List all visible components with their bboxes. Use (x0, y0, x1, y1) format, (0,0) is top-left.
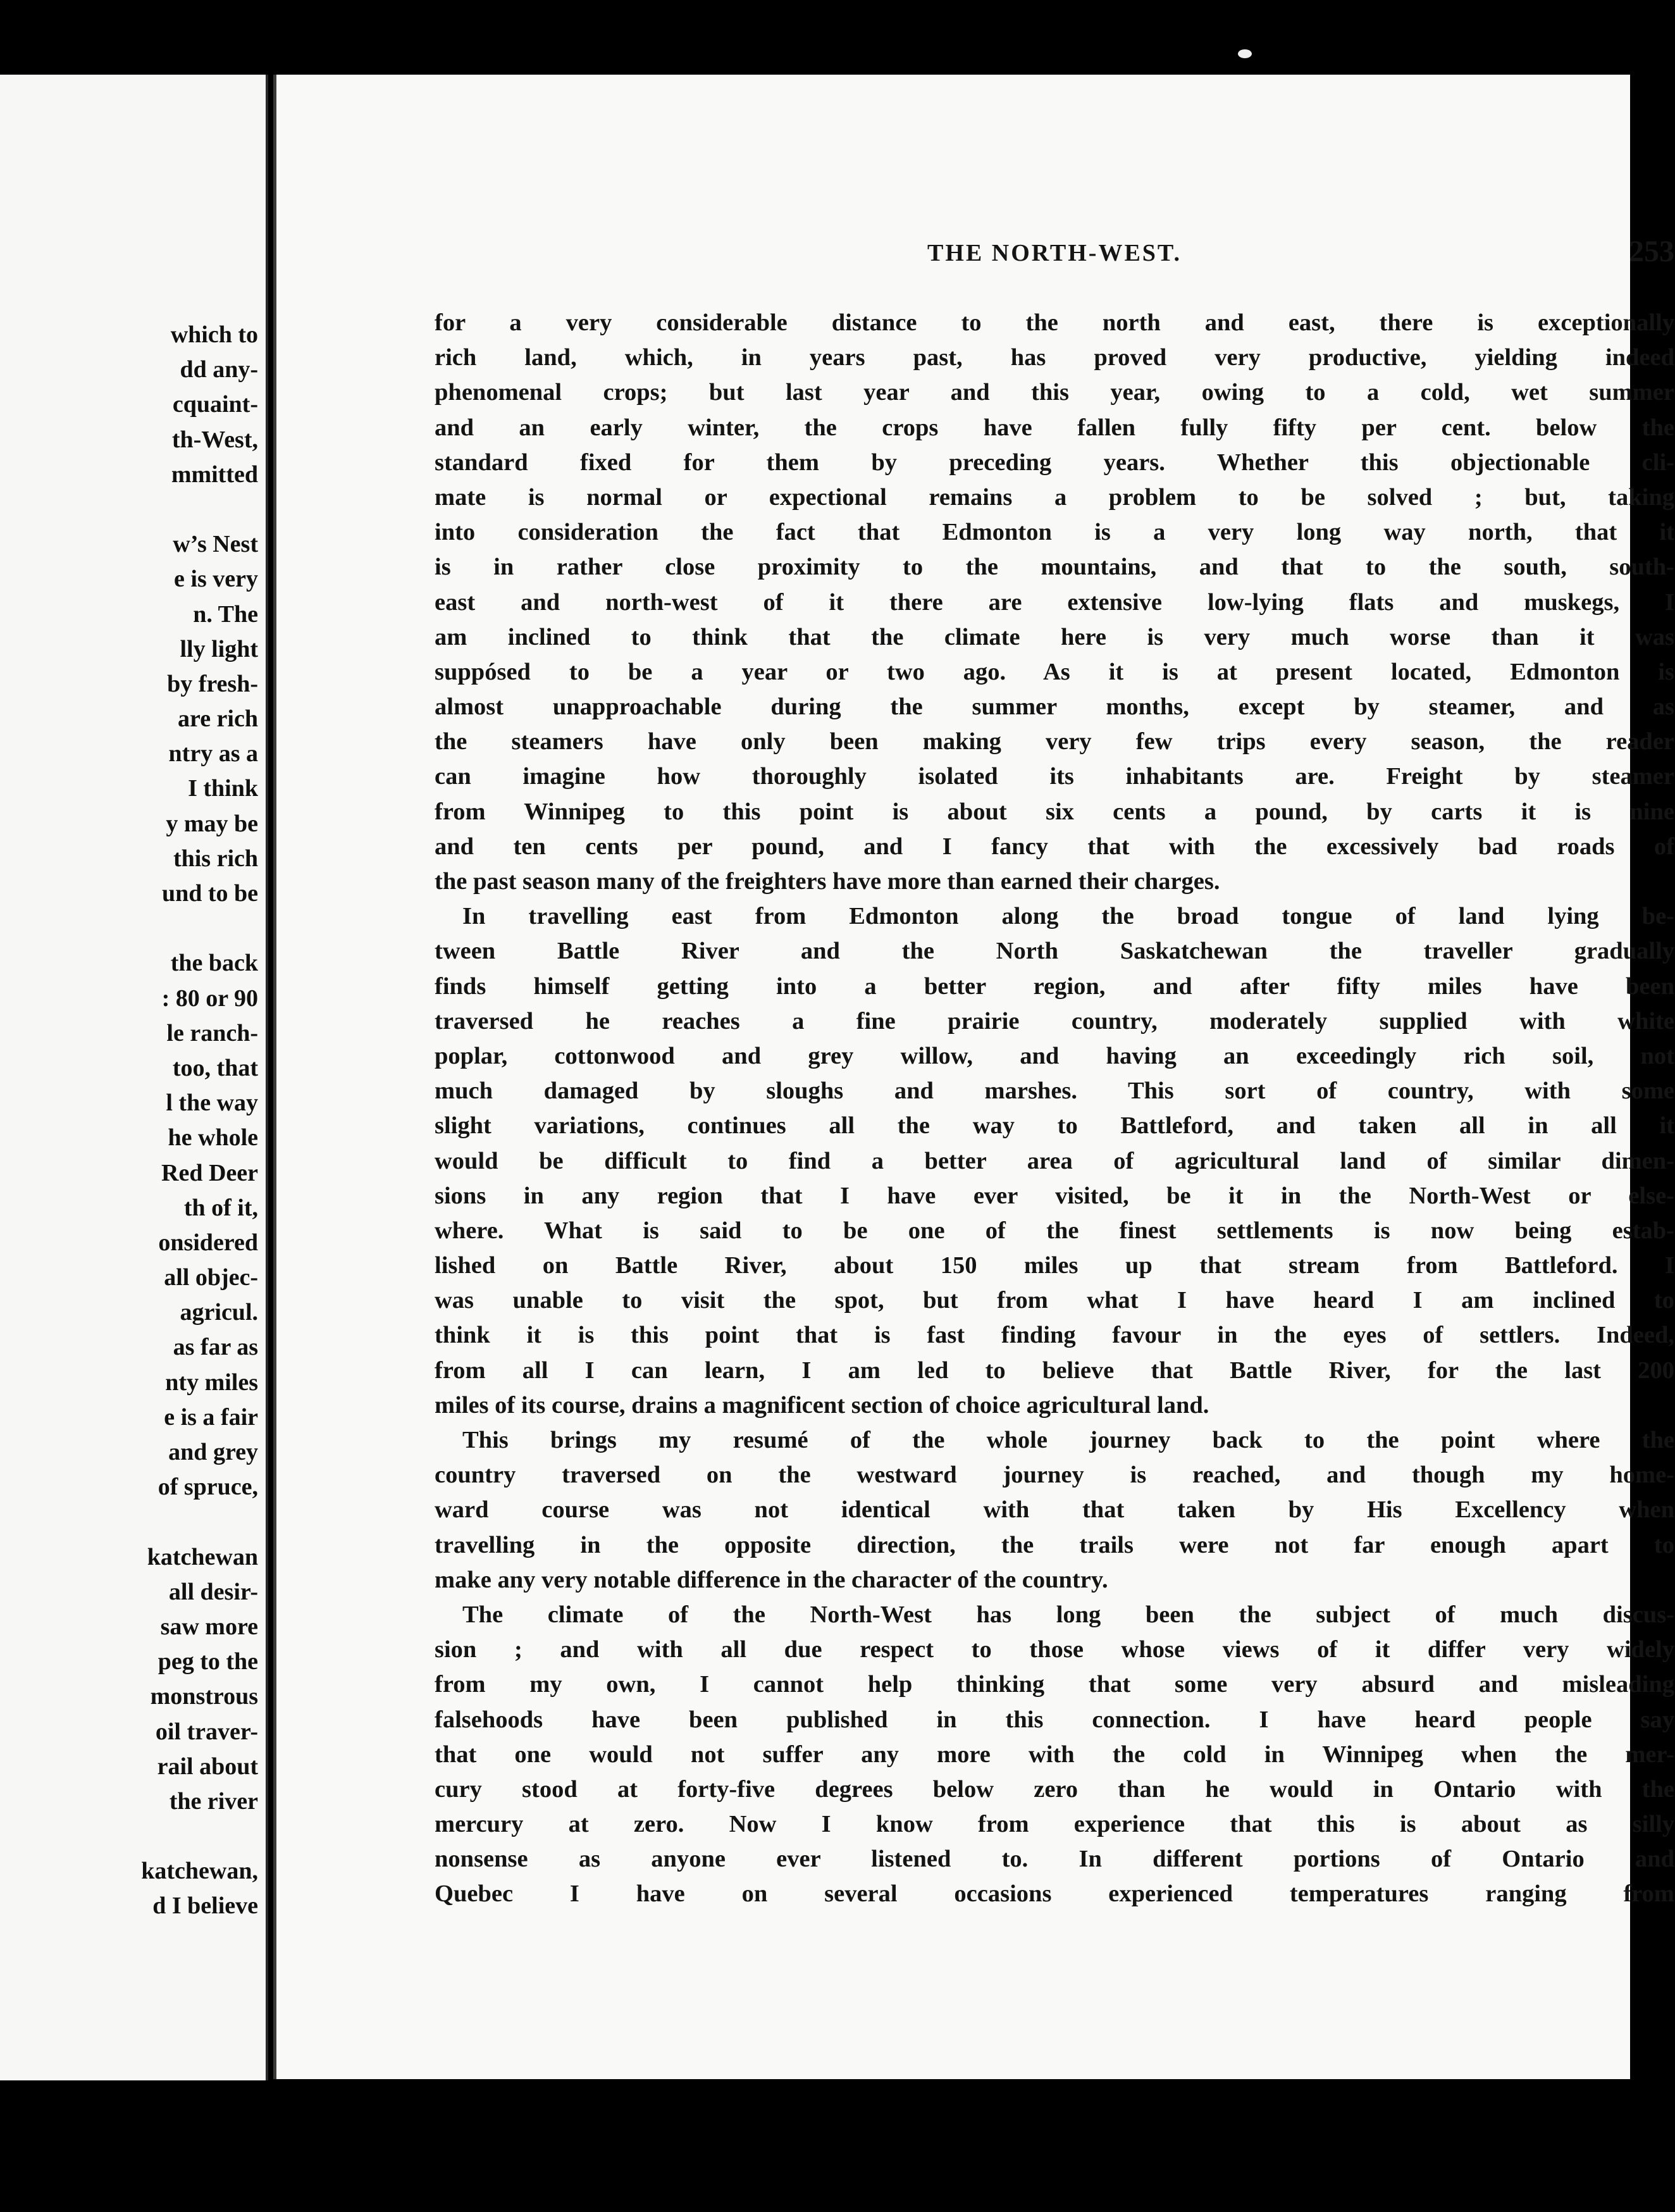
running-title: THE NORTH-WEST. (927, 240, 1182, 266)
left-page-line: he whole (168, 1124, 258, 1152)
left-page-line: l the way (166, 1090, 258, 1117)
left-page-line: lly light (180, 635, 258, 662)
text-line: country traversed on the westward journey is reached, and though my home- (435, 1462, 1674, 1489)
left-page-line: d I believe (152, 1892, 258, 1920)
text-line: phenomenal crops; but last year and this year, owing to a cold, wet summer (435, 379, 1674, 406)
page-number: 253 (1629, 235, 1674, 268)
left-page-fragment (0, 75, 268, 2080)
text-line: miles of its course, drains a magnificent section of choice agricultural land. (435, 1391, 1209, 1419)
left-page-line: too, that (172, 1054, 258, 1081)
text-line: almost unapproachable during the summer months, except by steamer, and as (435, 693, 1674, 721)
text-line: can imagine how thoroughly isolated its inhabitants are. Freight by steamer (435, 763, 1674, 790)
text-line: cury stood at forty-five degrees below zero than he would in Ontario with the (435, 1775, 1674, 1803)
left-page-line: ntry as a (168, 740, 258, 767)
text-line: Quebec I have on several occasions experienced temperatures ranging from (435, 1880, 1674, 1908)
text-line: nonsense as anyone ever listened to. In different portions of Ontario and (435, 1846, 1674, 1873)
left-page-line: oil traver- (155, 1718, 258, 1745)
text-line: tween Battle River and the North Saskatchewan the traveller gradually (435, 938, 1674, 965)
text-line: mercury at zero. Now I know from experience that this is about as silly (435, 1811, 1674, 1838)
text-line: the steamers have only been making very few trips every season, the reader (435, 728, 1674, 755)
body-text (435, 306, 1674, 1912)
text-line: is in rather close proximity to the mountains, and that to the south, south- (435, 554, 1674, 581)
left-page-line: e is a fair (164, 1403, 258, 1431)
left-page-line: all objec- (164, 1264, 258, 1291)
left-line-gap (5, 1505, 258, 1539)
left-page-line: Red Deer (161, 1159, 258, 1186)
left-page-text-column (5, 318, 258, 1924)
text-line: from all I can learn, I am led to believe that Battle River, for the last 200 (435, 1357, 1674, 1384)
text-line: for a very considerable distance to the north and east, there is exceptionally (435, 309, 1674, 336)
text-line: ward course was not identical with that taken by His Excellency when (435, 1496, 1674, 1524)
text-line: mate is normal or expectional remains a problem to be solved ; but, taking (435, 483, 1674, 511)
text-line: would be difficult to find a better area of agricultural land of similar dimen- (435, 1147, 1674, 1174)
left-page-line: onsidered (158, 1229, 258, 1256)
text-line: the past season many of the freighters have more than earned their charges. (435, 868, 1220, 895)
left-page-line: the river (169, 1787, 258, 1815)
text-line: from my own, I cannot help thinking that some very absurd and misleading (435, 1671, 1674, 1698)
left-page-line: mmitted (171, 461, 258, 488)
text-line: much damaged by sloughs and marshes. This sort of country, with some (435, 1078, 1674, 1105)
left-page-line: this rich (173, 845, 258, 872)
left-page-line: rail about (157, 1753, 258, 1780)
left-page-line: saw more (160, 1613, 258, 1640)
left-page-line: are rich (178, 705, 258, 733)
text-line: suppósed to be a year or two ago. As it is at present located, Edmonton is (435, 658, 1674, 685)
text-line: The climate of the North-West has long been the subject of much discus- (462, 1601, 1674, 1628)
left-page-line: monstrous (150, 1683, 258, 1710)
text-line: poplar, cottonwood and grey willow, and having an exceedingly rich soil, not (435, 1042, 1674, 1069)
left-page-line: all desir- (168, 1578, 258, 1605)
text-line: This brings my resumé of the whole journey back to the point where the (462, 1427, 1674, 1453)
left-line-gap (5, 492, 258, 527)
left-page-line: n. The (193, 600, 258, 628)
left-page-line: which to (170, 321, 258, 348)
left-page-line: I think (188, 775, 258, 802)
left-page-line: the back (170, 950, 258, 977)
text-line: was unable to visit the spot, but from what I have heard I am inclined to (435, 1287, 1674, 1314)
text-line: think it is this point that is fast finding favour in the eyes of settlers. Indeed, (435, 1322, 1674, 1349)
left-page-line: agricul. (180, 1299, 258, 1326)
left-line-gap (5, 1819, 258, 1854)
left-page-line: th-West, (171, 426, 258, 453)
left-page-line: nty miles (165, 1369, 258, 1396)
left-page-line: katchewan (147, 1543, 258, 1570)
left-page-line: and grey (168, 1439, 258, 1465)
text-line: from Winnipeg to this point is about six cents a pound, by carts it is nine (435, 798, 1674, 825)
text-line: lished on Battle River, about 150 miles up that stream from Battleford. I (435, 1252, 1674, 1279)
right-page (273, 75, 1674, 2079)
left-line-gap (5, 911, 258, 946)
text-line: into consideration the fact that Edmonton is a very long way north, that it (435, 519, 1674, 546)
text-line: In travelling east from Edmonton along the broad tongue of land lying be- (462, 903, 1674, 930)
left-page-line: le ranch- (166, 1019, 258, 1047)
text-line: travelling in the opposite direction, the trails were not far enough apart to (435, 1531, 1674, 1558)
text-line: where. What is said to be one of the finest settlements is now being estab- (435, 1217, 1674, 1244)
left-page-line: cquaint- (172, 391, 258, 418)
text-line: standard fixed for them by preceding years. Whether this objectionable cli- (435, 449, 1674, 476)
left-page-line: e is very (174, 566, 258, 593)
left-page-line: by fresh- (167, 670, 258, 697)
left-page-line: katchewan, (141, 1858, 258, 1885)
text-line: falsehoods have been published in this connection. I have heard people say (435, 1706, 1674, 1733)
left-page-line: dd any- (180, 356, 258, 383)
scan-speck (1238, 49, 1252, 58)
left-page-line: peg to the (158, 1648, 258, 1675)
left-page-line: w’s Nest (173, 531, 258, 558)
text-line: make any very notable difference in the character of the country. (435, 1566, 1108, 1593)
text-line: finds himself getting into a better region, and after fifty miles have been (435, 972, 1674, 1000)
text-line: sion ; and with all due respect to those whose views of it differ very widely (435, 1636, 1674, 1663)
text-line: east and north-west of it there are extensive low-lying flats and muskegs, I (435, 588, 1674, 616)
left-page-line: of spruce, (158, 1474, 258, 1501)
text-line: and an early winter, the crops have fallen fully fifty per cent. below the (435, 414, 1674, 441)
text-line: and ten cents per pound, and I fancy that with the excessively bad roads of (435, 833, 1674, 860)
left-page-line: th of it, (183, 1194, 258, 1221)
page-header (435, 235, 1674, 277)
text-line: am inclined to think that the climate here is very much worse than it was (435, 623, 1674, 650)
left-page-line: as far as (173, 1334, 258, 1361)
left-page-line: y may be (166, 810, 258, 837)
left-page-line: und to be (161, 880, 258, 907)
text-line: traversed he reaches a fine prairie country, moderately supplied with white (435, 1007, 1674, 1035)
left-page-line: : 80 or 90 (161, 985, 258, 1012)
text-line: rich land, which, in years past, has proved very productive, yielding indeed (435, 344, 1674, 371)
text-line: sions in any region that I have ever visited, be it in the North-West or else- (435, 1182, 1674, 1209)
text-line: that one would not suffer any more with the cold in Winnipeg when the mer- (435, 1741, 1674, 1768)
text-line: slight variations, continues all the way to Battleford, and taken all in all it (435, 1112, 1674, 1140)
